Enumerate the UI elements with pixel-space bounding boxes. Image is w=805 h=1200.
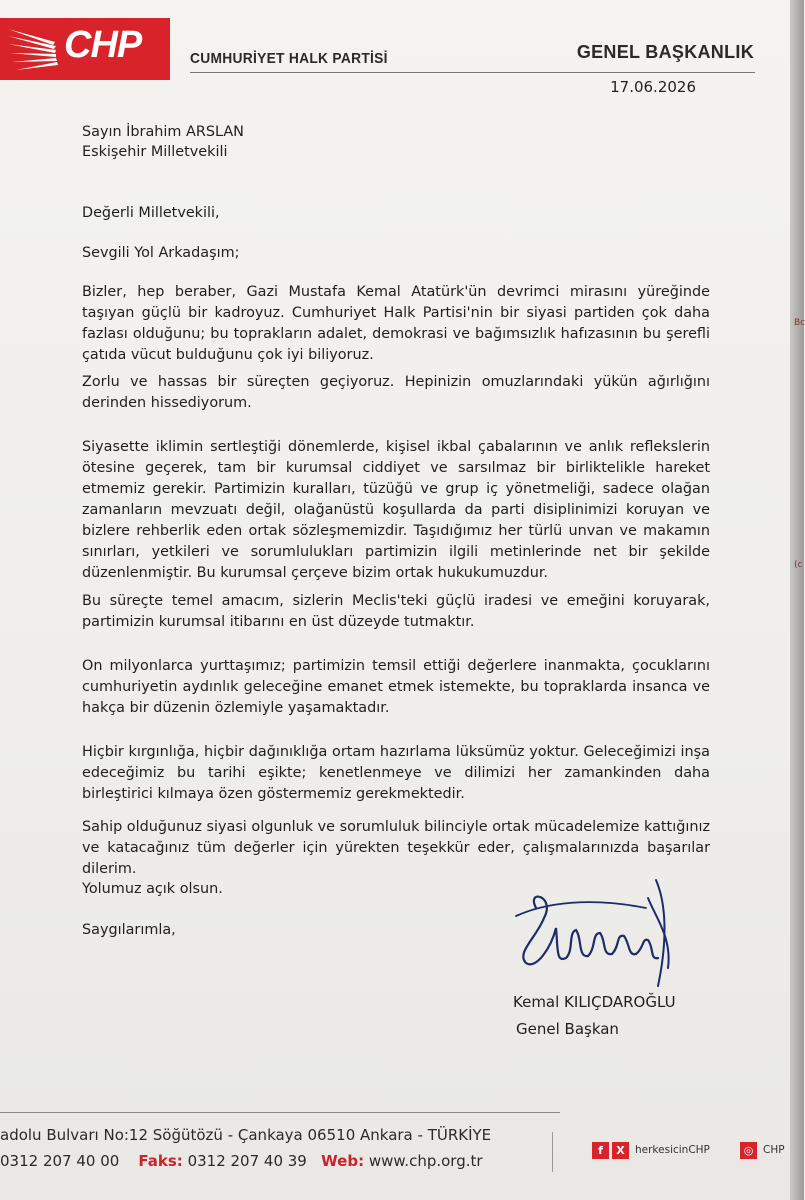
paragraph-7: Sahip olduğunuz siyasi olgunluk ve sorumluluk bilinciyle ortak mücadelemize kattığınız ve katacağınız tüm değerler için yürekten teşekkür eder, çalışmalarınızda başarılar dilerim.: [82, 819, 710, 877]
salutation-line-2: Sevgili Yol Arkadaşım;: [82, 245, 240, 261]
facebook-icon: f: [592, 1142, 609, 1159]
footer-contact: [0, 1152, 483, 1170]
footer-web[interactable]: www.chp.org.tr: [368, 1152, 483, 1170]
social-handle-2: CHP: [763, 1144, 785, 1156]
paragraph-2: Zorlu ve hassas bir süreçten geçiyoruz. Hepinizin omuzlarındaki yükün ağırlığını derinden hissediyorum.: [82, 374, 710, 411]
presidency-title: GENEL BAŞKANLIK: [576, 42, 754, 62]
footer-phone: 0312 207 40 00: [0, 1152, 120, 1170]
stray-mark: Bc: [794, 318, 805, 328]
instagram-icon: ◎: [740, 1142, 757, 1159]
party-name: CUMHURİYET HALK PARTİSİ: [190, 50, 388, 67]
salutation-line-1: Değerli Milletvekili,: [82, 205, 220, 221]
social-handle-1: herkesicinCHP: [635, 1144, 710, 1156]
paragraph-4: Bu süreçte temel amacım, sizlerin Meclis'teki güçlü iradesi ve emeğini koruyarak, partimizin kurumsal itibarını en üst düzeyde tutmaktır.: [82, 593, 710, 630]
recipient-name: Sayın İbrahim ARSLAN: [82, 124, 244, 140]
chp-logo: [0, 18, 170, 80]
instagram-handle-group: [740, 1140, 785, 1160]
footer-divider: [0, 1112, 560, 1113]
recipient-title: Eskişehir Milletvekili: [82, 144, 228, 160]
paragraph-1: Bizler, hep beraber, Gazi Mustafa Kemal Atatürk'ün devrimci mirasını yüreğinde taşıyan güçlü bir kadroyuz. Cumhuriyet Halk Partisi'nin bir siyasi partiden çok daha fazlası olduğunu; bu toprakların adalet, demokrasi ve bağımsızlık hafızasının bu şerefli çatıda vücut bulduğunu çok iyi biliyoruz.: [82, 284, 710, 363]
signer-title: Genel Başkan: [516, 1020, 619, 1038]
desk-edge: [790, 0, 804, 1200]
fax-label: Faks:: [138, 1152, 183, 1170]
letter-date: 17.06.2026: [610, 78, 696, 96]
footer-address: adolu Bulvarı No:12 Söğütözü - Çankaya 06510 Ankara - TÜRKİYE: [0, 1126, 492, 1144]
paragraph-6: Hiçbir kırgınlığa, hiçbir dağınıklığa ortam hazırlama lüksümüz yoktur. Geleceğimizi inşa edeceğimiz bu tarihi eşikte; kenetlenmeye ve dilimizi her zamankinden daha birleştirici kılmaya özen göstermemiz gerekmektedir.: [82, 744, 710, 802]
footer-fax: 0312 207 40 39: [187, 1152, 307, 1170]
paragraph-3: Siyasette iklimin sertleştiği dönemlerde, kişisel ikbal çabalarının ve anlık reflekslerin ötesine geçerek, tam bir kurumsal ciddiyet ve sarsılmaz bir birliktelikle hareket etmemiz gerekir. Partimizin kuralları, tüzüğü ve grup iç yönetmeliği, sadece olağan zamanların mevzuatı değil, olağanüstü koşullarda da parti disiplinimizi koruyan ve bizlere rehberlik eden ortak sözleşmemizdir. Taşıdığımız her türlü unvan ve makamın sınırları, yetkileri ve sorumlulukları partimizin ilgili metinlerinde net bir şekilde düzenlenmiştir. Bu kurumsal çerçeve bizim ortak hukukumuzdur.: [82, 439, 710, 581]
social-handle-group: [592, 1140, 710, 1160]
closing-line-1: Yolumuz açık olsun.: [82, 881, 223, 897]
web-label: Web:: [321, 1152, 365, 1170]
stray-mark: (c: [794, 560, 803, 570]
signer-name: Kemal KILIÇDAROĞLU: [513, 993, 676, 1011]
handwritten-signature: [496, 878, 696, 988]
paragraph-5: On milyonlarca yurttaşımız; partimizin temsil ettiği değerlere inanmakta, çocuklarını cumhuriyetin aydınlık geleceğine emanet etmek istemekte, bu topraklarda insanca ve hakça bir düzenin özlemiyle yaşamaktadır.: [82, 658, 710, 716]
closing-line-2: Saygılarımla,: [82, 922, 176, 938]
header-divider: [190, 72, 755, 73]
logo-text: CHP: [64, 24, 142, 66]
chp-six-arrows-icon: [6, 26, 62, 72]
footer-vertical-divider: [552, 1132, 553, 1172]
x-icon: X: [612, 1142, 629, 1159]
